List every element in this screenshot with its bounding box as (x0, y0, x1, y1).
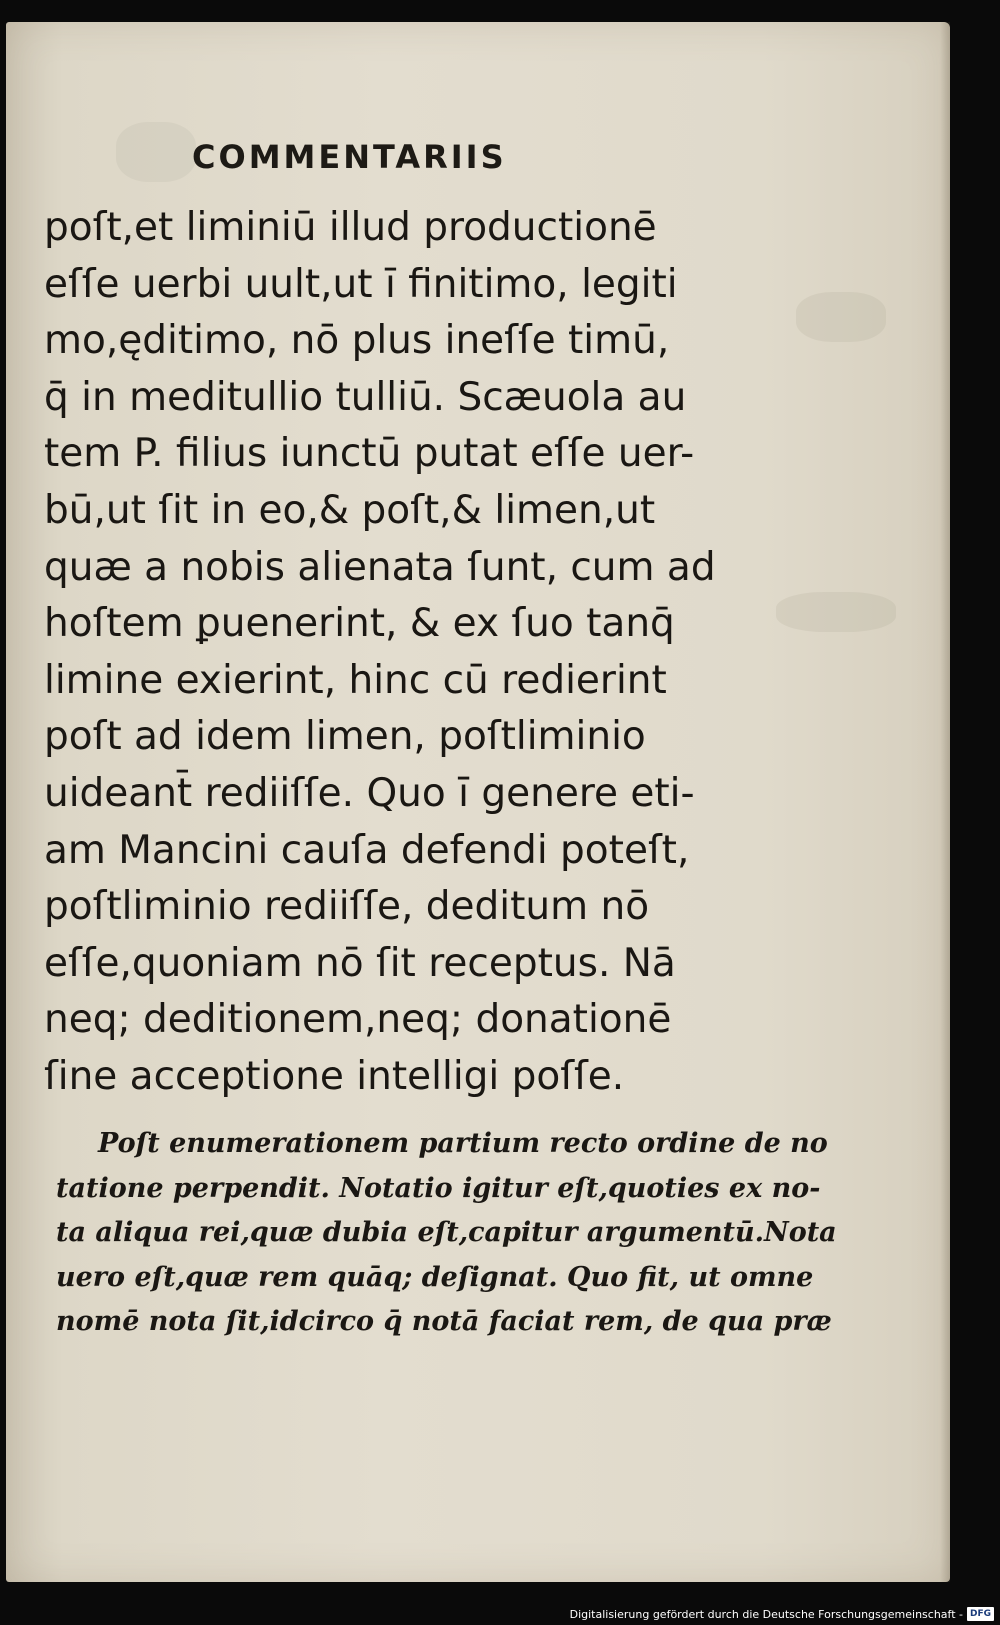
show-through-mark (796, 292, 886, 342)
text-line: eſſe,quoniam nō ſit receptus. Nā (44, 940, 676, 986)
commentary-line: Poſt enumerationem partium recto ordine de no (98, 1128, 828, 1159)
text-line: neq; deditionem,neq; donationē (44, 997, 672, 1043)
main-text-block (44, 200, 716, 1106)
running-title: COMMENTARIIS (192, 138, 507, 176)
show-through-mark (116, 122, 196, 182)
text-line: bū,ut ſit in eo,& poſt,& limen,ut (44, 487, 656, 533)
text-line: poſt,et liminiū illud productionē (44, 205, 657, 250)
credit-text: Digitalisierung gefördert durch die Deutsche Forschungsgemeinschaft - (569, 1607, 963, 1621)
commentary-line: uero eſt,quæ rem quāq; deſignat. Quo fit, ut omne (56, 1261, 814, 1293)
page-edge-shadow (940, 22, 950, 1582)
commentary-line: tatione perpendit. Notatio igitur eſt,quoties ex no- (56, 1172, 821, 1204)
commentary-line: nomē nota ſit,idcirco q̄ notā faciat rem, de qua præ (56, 1306, 832, 1337)
text-line: poſt ad idem limen, poſtliminio (44, 714, 646, 760)
text-line: quæ a nobis alienata ſunt, cum ad (44, 544, 716, 590)
digitization-credit (570, 1605, 994, 1623)
text-line: limine exierint, hinc cū redierint (44, 657, 667, 703)
text-line: ſine acceptione intelligi poſſe. (44, 1053, 625, 1099)
text-line: hoſtem ꝑuenerint, & ex ſuo tanq̄ (44, 601, 675, 647)
commentary-block (56, 1122, 837, 1345)
text-line: poſtliminio rediiſſe, deditum nō (44, 884, 650, 930)
text-line: eſſe uerbi uult,ut ī finitimo, legiti (44, 261, 678, 307)
book-page (6, 22, 950, 1582)
show-through-mark (776, 592, 896, 632)
commentary-line: ta aliqua rei,quæ dubia eſt,capitur argumentū.Nota (56, 1217, 837, 1248)
dfg-logo: DFG (967, 1607, 994, 1621)
text-line: mo,ęditimo, nō plus ineſſe timū, (44, 318, 670, 364)
text-line: am Mancini cauſa defendi poteſt, (44, 827, 690, 873)
text-line: uideant̄ rediiſſe. Quo ī genere eti- (44, 770, 695, 816)
text-line: q̄ in meditullio tulliū. Scæuola au (44, 374, 687, 420)
text-line: tem P. filius iunctū putat eſſe uer- (44, 431, 695, 477)
